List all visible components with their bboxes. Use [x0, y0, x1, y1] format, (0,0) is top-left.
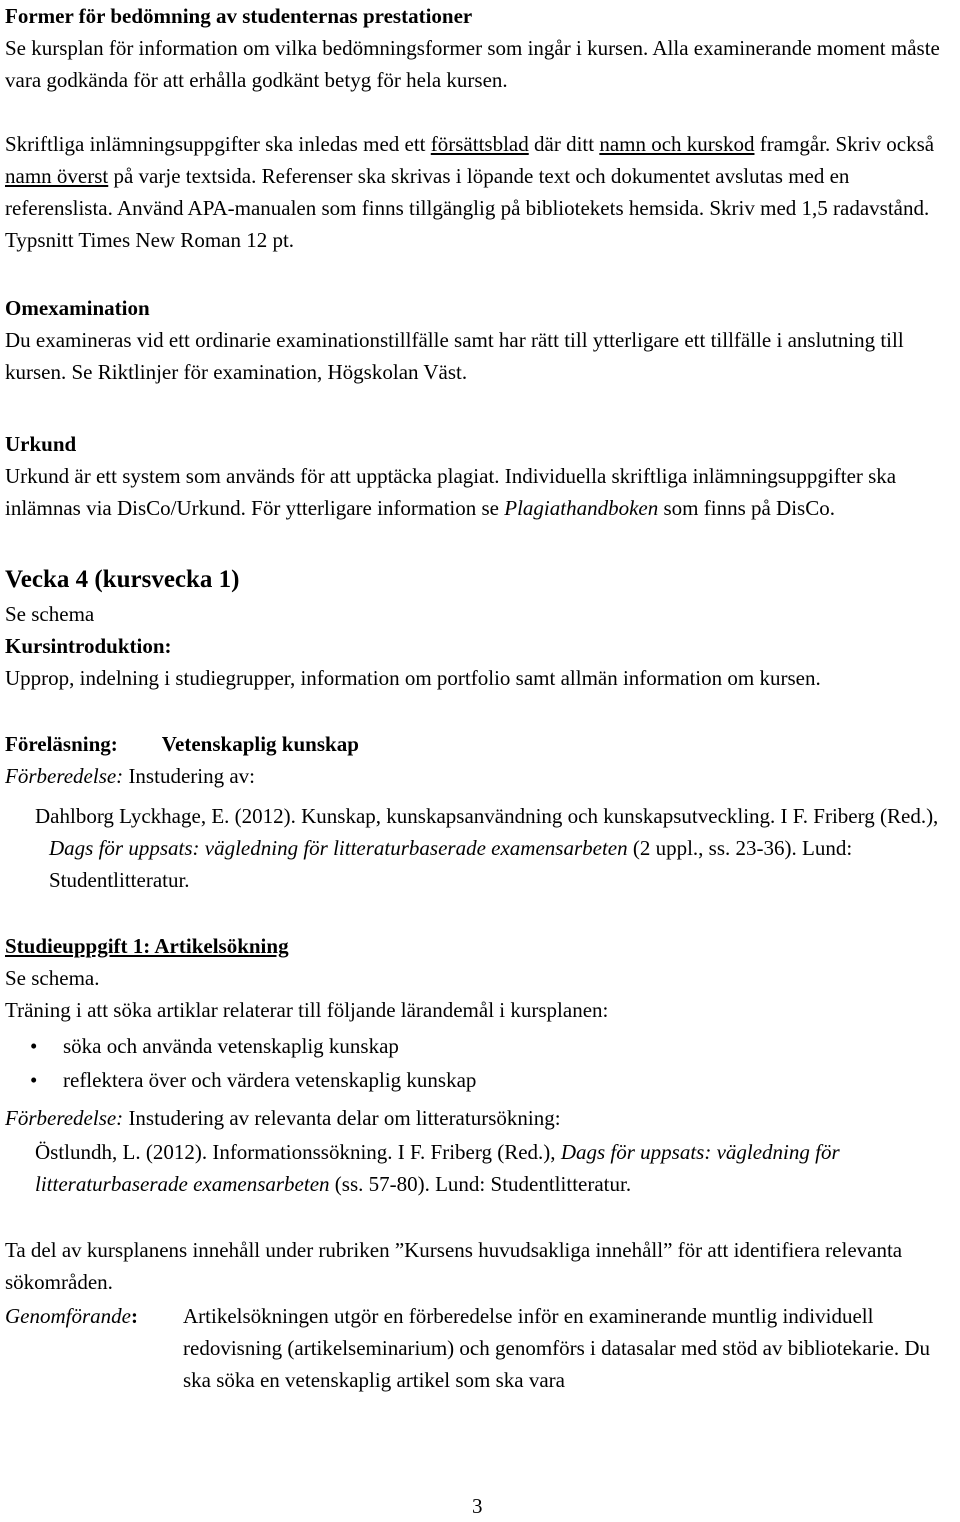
- implementation-block: [5, 1300, 955, 1396]
- list-item-text: reflektera över och värdera vetenskaplig kunskap: [63, 1068, 477, 1092]
- list-item-text: söka och använda vetenskaplig kunskap: [63, 1034, 399, 1058]
- page-number: 3: [472, 1494, 483, 1518]
- section-heading-urkund: Urkund: [5, 432, 77, 456]
- lecture-label: Föreläsning:: [5, 732, 118, 756]
- prep-label: Förberedelse:: [5, 1106, 124, 1130]
- implementation-label: [5, 1300, 183, 1396]
- assessment-paragraph: Se kursplan för information om vilka bedömningsformer som ingår i kursen. Alla examinerande moment måste vara godkända för att erhålla godkänt betyg för hela kursen.: [5, 36, 940, 92]
- text-run: Östlundh, L. (2012). Informationssökning. I F. Friberg (Red.),: [35, 1140, 561, 1164]
- intro-heading: Kursintroduktion:: [5, 634, 172, 658]
- learning-goals-intro: Träning i att söka artiklar relaterar till följande lärandemål i kursplanen:: [5, 998, 609, 1022]
- text-run: (2 uppl., ss. 23-36). Lund: Studentlitteratur.: [49, 836, 853, 892]
- course-content-task: Ta del av kursplanens innehåll under rubriken ”Kursens huvudsakliga innehåll” för att identifiera relevanta sökområden.: [5, 1238, 903, 1294]
- list-item: [5, 1030, 955, 1064]
- prep-text: Instudering av relevanta delar om litteratursökning:: [123, 1106, 561, 1130]
- learning-goals-list: [5, 1030, 955, 1098]
- text-run: på varje textsida. Referenser ska skrivas i löpande text och dokumentet avslutas med en referenslista. Använd APA-manualen som finns tillgänglig på bibliotekets hemsida. Skriv med 1,5 radavstånd. Typsnitt Times New Roman 12 pt.: [5, 164, 930, 252]
- lecture-prep-line: [5, 760, 955, 792]
- italic-book-title: Dags för uppsats: vägledning för litteraturbaserade examensarbeten: [49, 836, 628, 860]
- lecture-line: [5, 728, 955, 760]
- urkund-paragraph: [5, 460, 955, 524]
- implementation-text: Artikelsökningen utgör en förberedelse inför en examinerande muntlig individuell redovisning (artikelseminarium) och genomförs i datasalar med stöd av bibliotekarie. Du ska söka en vetenskaplig artikel som ska vara: [183, 1304, 931, 1392]
- document-page: [5, 0, 955, 1396]
- text-run: Urkund är ett system som används för att upptäcka plagiat. Individuella skriftliga inlämningsuppgifter ska inlämnas via DisCo/Urkund. För ytterligare information se: [5, 464, 897, 520]
- text-run: Dahlborg Lyckhage, E. (2012). Kunskap, kunskapsanvändning och kunskapsutveckling. I F. Friberg (Red.),: [35, 804, 939, 828]
- lecture-title: Vetenskaplig kunskap: [161, 732, 359, 756]
- section-heading-reexam: Omexamination: [5, 296, 150, 320]
- reference-dahlborg: [35, 800, 955, 896]
- italic-plagiathandboken: Plagiathandboken: [504, 496, 659, 520]
- italic-book-title: Dags för uppsats: vägledning för litteraturbaserade examensarbeten: [35, 1140, 840, 1196]
- study-prep-line: [5, 1102, 955, 1134]
- text-run: där ditt: [528, 132, 600, 156]
- week-heading: Vecka 4 (kursvecka 1): [5, 566, 240, 593]
- bullet-icon: •: [30, 1034, 38, 1058]
- reexam-paragraph: Du examineras vid ett ordinarie examinationstillfälle samt har rätt till ytterligare ett tillfälle i anslutning till kursen. Se Riktlinjer för examination, Högskolan Väst.: [5, 328, 904, 384]
- text-run: Skriftliga inlämningsuppgifter ska inledas med ett: [5, 132, 431, 156]
- text-run: (ss. 57-80). Lund: Studentlitteratur.: [329, 1172, 632, 1196]
- text-run: som finns på DisCo.: [658, 496, 835, 520]
- implementation-term: Genomförande: [5, 1304, 131, 1328]
- implementation-colon: :: [130, 1304, 138, 1328]
- reference-ostlundh: [35, 1136, 955, 1200]
- underlined-name-course-code: namn och kurskod: [599, 132, 755, 156]
- underlined-name-top: namn överst: [5, 164, 109, 188]
- intro-paragraph: Upprop, indelning i studiegrupper, information om portfolio samt allmän information om kursen.: [5, 666, 821, 690]
- list-item: [5, 1064, 955, 1098]
- underlined-cover-sheet: försättsblad: [430, 132, 529, 156]
- text-run: framgår. Skriv också: [754, 132, 935, 156]
- study-schema-text: Se schema.: [5, 966, 100, 990]
- section-heading-assessment: Former för bedömning av studenternas prestationer: [5, 4, 473, 28]
- submission-paragraph: [5, 128, 955, 256]
- week-schema-text: Se schema: [5, 602, 95, 626]
- prep-label: Förberedelse:: [5, 764, 124, 788]
- study-task-heading: Studieuppgift 1: Artikelsökning: [5, 934, 289, 958]
- prep-text: Instudering av:: [123, 764, 255, 788]
- bullet-icon: •: [30, 1068, 38, 1092]
